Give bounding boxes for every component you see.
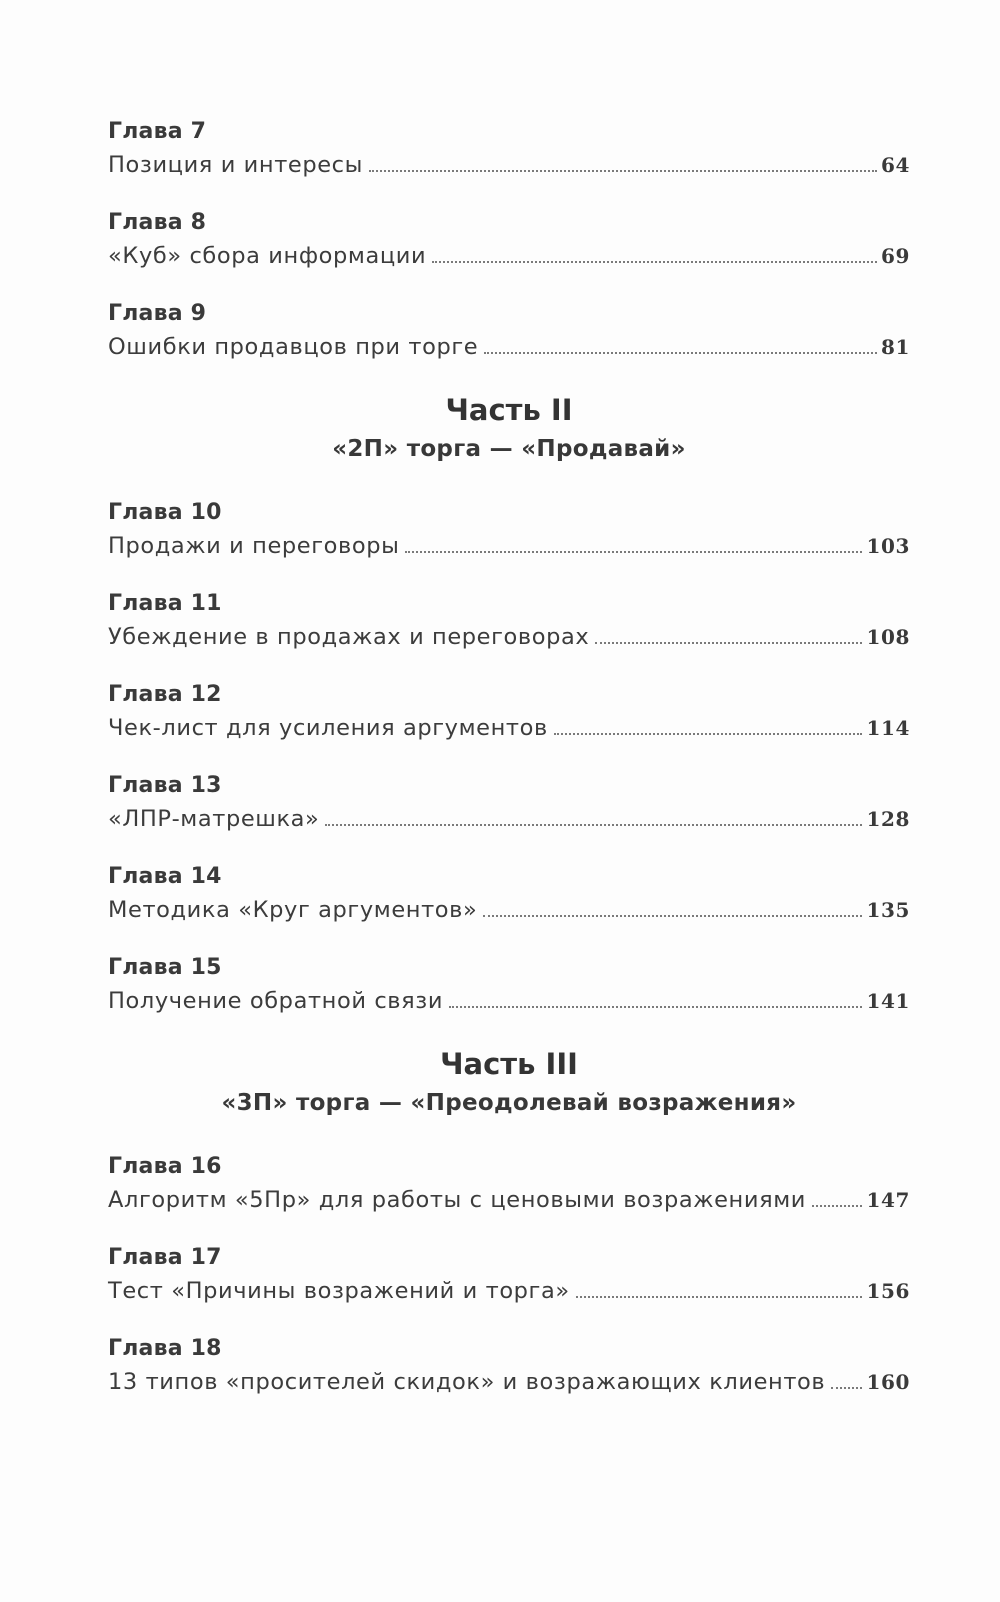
chapter-label: Глава 8 xyxy=(108,210,207,235)
chapter-label: Глава 14 xyxy=(108,864,222,889)
chapter-title-line xyxy=(108,711,910,745)
toc-entry xyxy=(108,1333,910,1399)
dot-leader xyxy=(812,1205,862,1207)
toc-entry xyxy=(108,952,910,1018)
dot-leader xyxy=(483,915,862,917)
toc-entry xyxy=(108,497,910,563)
page-number: 108 xyxy=(866,625,910,649)
chapter-title: «Куб» сбора информации xyxy=(108,243,427,269)
chapter-title-line xyxy=(108,148,910,182)
chapter-title: Убеждение в продажах и переговорах xyxy=(108,624,590,650)
toc-entry xyxy=(108,679,910,745)
toc-entry xyxy=(108,116,910,182)
chapter-label: Глава 17 xyxy=(108,1245,222,1270)
dot-leader xyxy=(831,1387,862,1389)
chapter-title: Алгоритм «5Пр» для работы с ценовыми возражениями xyxy=(108,1187,807,1213)
part-header xyxy=(108,389,910,467)
toc-entry xyxy=(108,298,910,364)
chapter-title-line xyxy=(108,330,910,364)
chapter-title-line xyxy=(108,893,910,927)
page-number: 141 xyxy=(866,989,910,1013)
chapter-label: Глава 15 xyxy=(108,955,222,980)
chapter-label: Глава 10 xyxy=(108,500,222,525)
chapter-label: Глава 9 xyxy=(108,301,207,326)
chapter-title: Получение обратной связи xyxy=(108,988,444,1014)
chapter-title-line xyxy=(108,529,910,563)
chapter-title: 13 типов «просителей скидок» и возражающих клиентов xyxy=(108,1369,826,1395)
page-number: 103 xyxy=(866,534,910,558)
dot-leader xyxy=(325,824,862,826)
chapter-title: «ЛПР-матрешка» xyxy=(108,806,320,832)
dot-leader xyxy=(554,733,863,735)
toc-entry xyxy=(108,207,910,273)
chapter-title: Чек-лист для усиления аргументов xyxy=(108,715,548,741)
part-title: Часть III xyxy=(440,1047,578,1081)
dot-leader xyxy=(432,261,877,263)
part-title: Часть II xyxy=(445,393,573,427)
dot-leader xyxy=(449,1006,862,1008)
chapter-title: Методика «Круг аргументов» xyxy=(108,897,478,923)
dot-leader xyxy=(576,1296,863,1298)
toc-entry xyxy=(108,861,910,927)
dot-leader xyxy=(484,352,877,354)
chapter-label: Глава 13 xyxy=(108,773,222,798)
dot-leader xyxy=(369,170,877,172)
toc-entry xyxy=(108,588,910,654)
toc-entry xyxy=(108,770,910,836)
page-number: 64 xyxy=(880,153,910,177)
chapter-title: Позиция и интересы xyxy=(108,152,364,178)
part-header xyxy=(108,1043,910,1121)
toc-entry xyxy=(108,1151,910,1217)
page-number: 160 xyxy=(866,1370,910,1394)
page-number: 81 xyxy=(880,335,910,359)
chapter-title: Тест «Причины возражений и торга» xyxy=(108,1278,570,1304)
chapter-label: Глава 11 xyxy=(108,591,222,616)
chapter-title: Продажи и переговоры xyxy=(108,533,400,559)
chapter-label: Глава 7 xyxy=(108,119,207,144)
page-number: 114 xyxy=(866,716,910,740)
chapter-title-line xyxy=(108,1365,910,1399)
toc-entry xyxy=(108,1242,910,1308)
chapter-title-line xyxy=(108,984,910,1018)
chapter-title-line xyxy=(108,1274,910,1308)
chapter-title-line xyxy=(108,1183,910,1217)
chapter-label: Глава 12 xyxy=(108,682,222,707)
chapter-label: Глава 18 xyxy=(108,1336,222,1361)
chapter-title-line xyxy=(108,802,910,836)
dot-leader xyxy=(595,642,862,644)
dot-leader xyxy=(405,551,862,553)
page-number: 156 xyxy=(866,1279,910,1303)
part-subtitle: «2П» торга — «Продавай» xyxy=(332,436,686,462)
chapter-title-line xyxy=(108,620,910,654)
chapter-title-line xyxy=(108,239,910,273)
table-of-contents xyxy=(108,116,910,1424)
page-number: 69 xyxy=(880,244,910,268)
chapter-title: Ошибки продавцов при торге xyxy=(108,334,479,360)
page-number: 147 xyxy=(866,1188,910,1212)
page-number: 128 xyxy=(866,807,910,831)
chapter-label: Глава 16 xyxy=(108,1154,222,1179)
part-subtitle: «3П» торга — «Преодолевай возражения» xyxy=(221,1090,797,1116)
page-number: 135 xyxy=(866,898,910,922)
